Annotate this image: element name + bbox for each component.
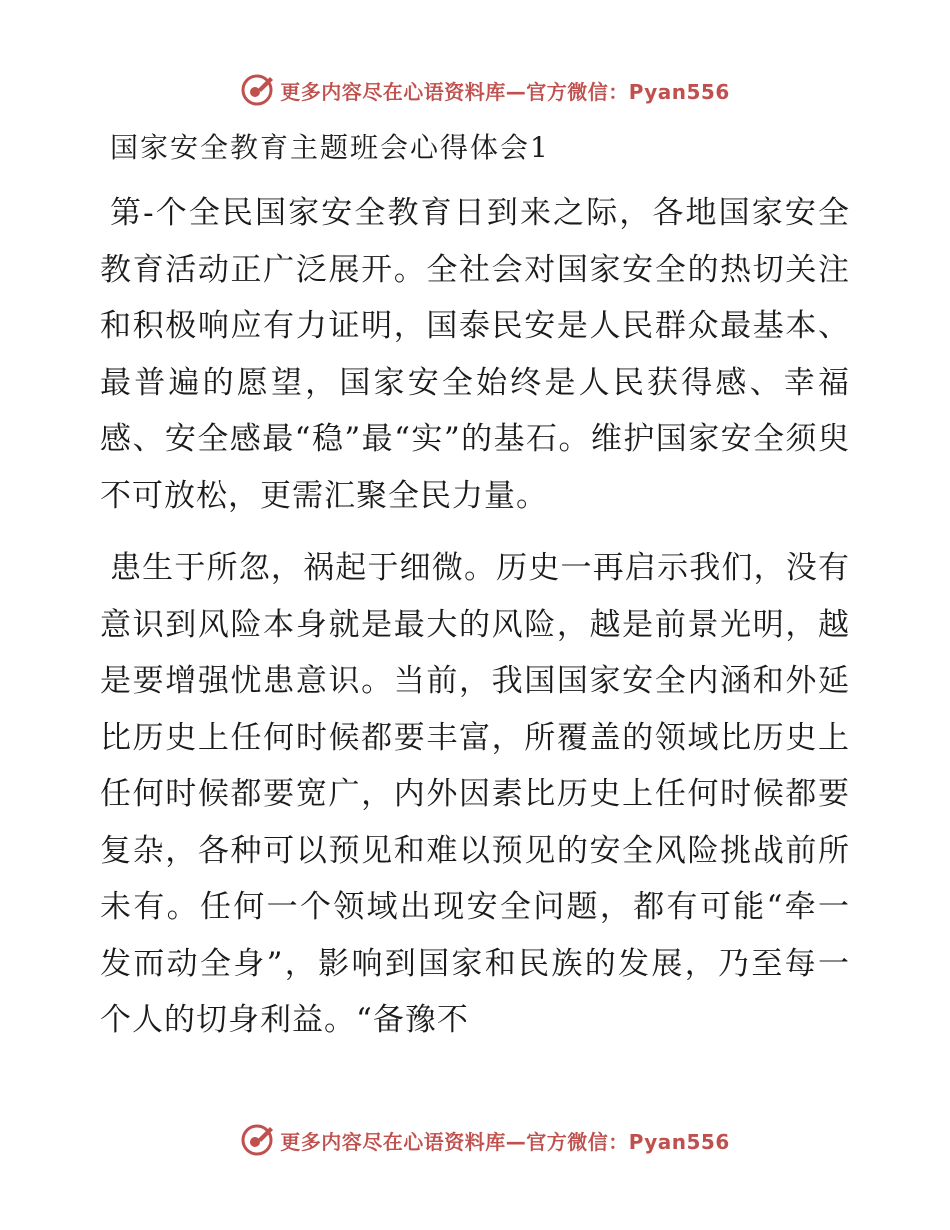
footer-banner-content bbox=[240, 1123, 730, 1157]
header-banner bbox=[0, 70, 950, 110]
pen-circle-logo-icon bbox=[240, 73, 274, 107]
header-banner-text: 更多内容尽在心语资料库—官方微信：Pyan556 bbox=[280, 79, 730, 104]
paragraph-2: 患生于所忽，祸起于细微。历史一再启示我们，没有意识到风险本身就是最大的风险，越是前景光明，越是要增强忧患意识。当前，我国国家安全内涵和外延比历史上任何时候都要丰富，所覆盖的领域比历史上任何时候都要宽广，内外因素比历史上任何时候都要复杂，各种可以预见和难以预见的安全风险挑战前所未有。任何一个领域出现安全问题，都有可能“牵一发而动全身”，影响到国家和民族的发展，乃至每一个人的切身利益。“备豫不 bbox=[100, 550, 850, 1038]
header-banner-content bbox=[240, 73, 730, 107]
footer-banner bbox=[0, 1120, 950, 1160]
paragraph-1: 第-个全民国家安全教育日到来之际，各地国家安全教育活动正广泛展开。全社会对国家安全的热切关注和积极响应有力证明，国泰民安是人民群众最基本、最普遍的愿望，国家安全始终是人民获得感、幸福感、安全感最“稳”最“实”的基石。维护国家安全须臾不可放松，更需汇聚全民力量。 bbox=[100, 195, 850, 514]
pen-circle-logo-icon bbox=[240, 1123, 274, 1157]
document-title: 国家安全教育主题班会心得体会1 bbox=[110, 131, 550, 164]
footer-banner-text: 更多内容尽在心语资料库—官方微信：Pyan556 bbox=[280, 1129, 730, 1154]
